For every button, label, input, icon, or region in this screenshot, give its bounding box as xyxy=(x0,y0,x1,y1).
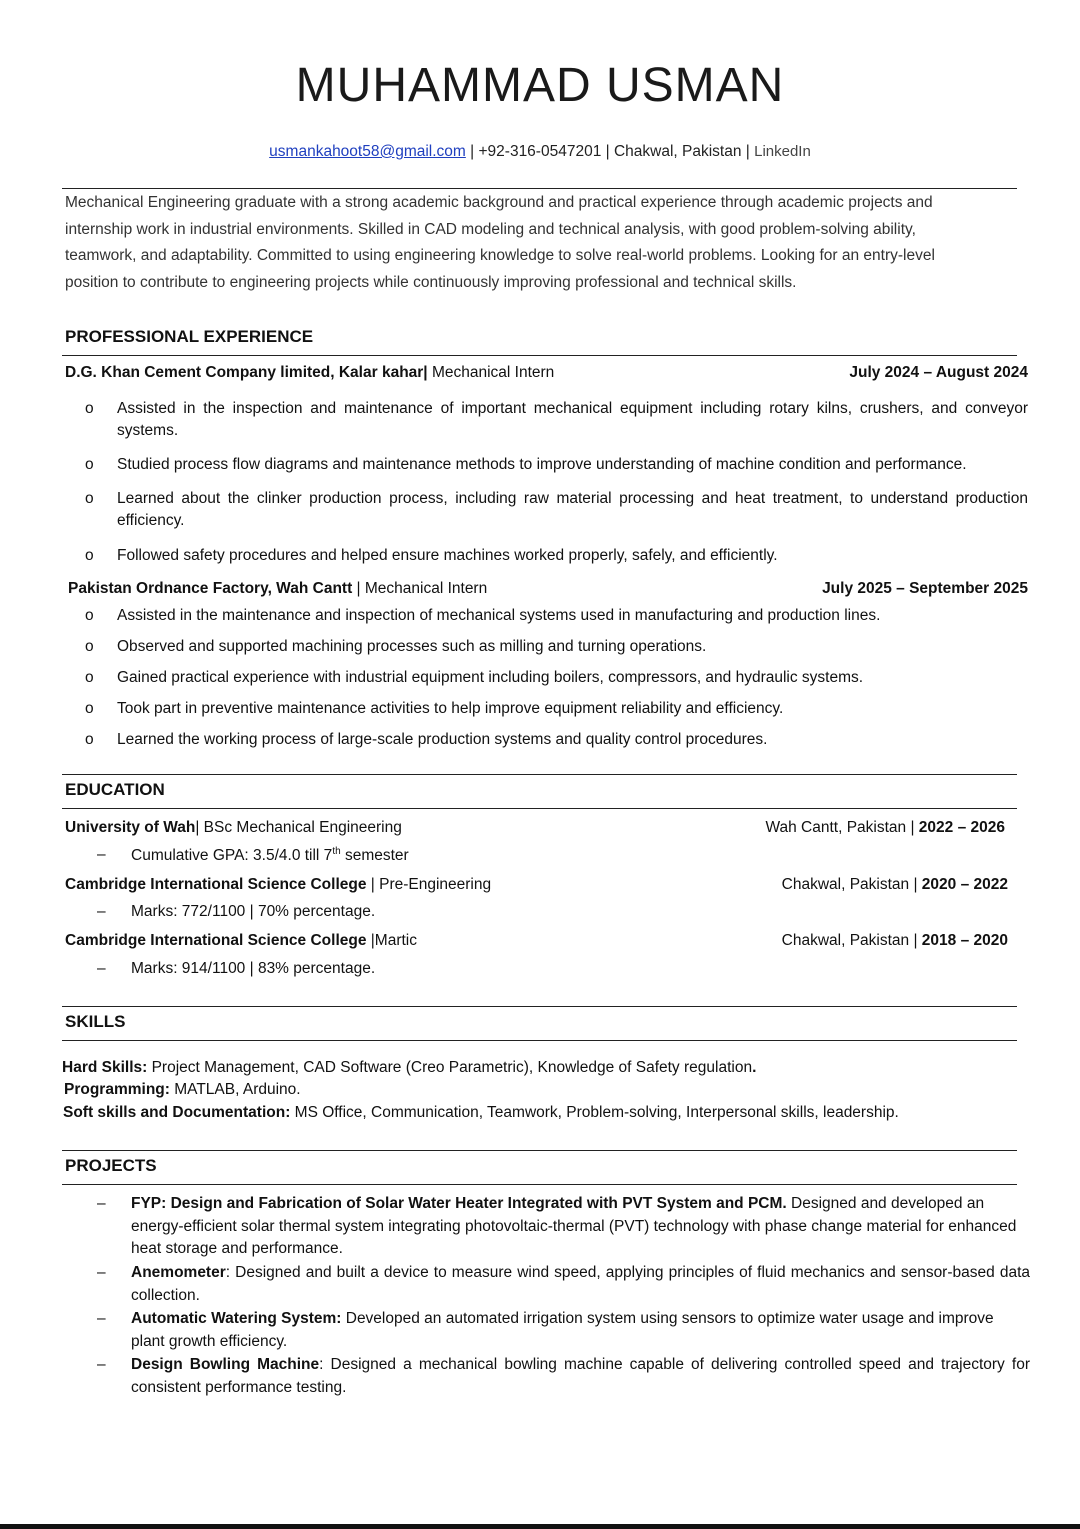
linkedin-link[interactable]: LinkedIn xyxy=(754,143,811,160)
bullet-marker: o xyxy=(85,400,94,417)
experience-heading: PROFESSIONAL EXPERIENCE xyxy=(65,327,314,346)
project-name: FYP: Design and Fabrication of Solar Water Heater Integrated with PVT System and PCM. xyxy=(131,1195,787,1212)
divider xyxy=(62,188,1017,189)
education-entry: Cambridge International Science College | Pre-Engineering Chakwal, Pakistan | 2020 – 2022 xyxy=(65,876,1008,893)
project-name: Design Bowling Machine xyxy=(131,1356,320,1373)
skills-heading: SKILLS xyxy=(65,1012,126,1031)
bullet-marker: o xyxy=(85,700,94,717)
edu-years: 2020 – 2022 xyxy=(921,876,1008,893)
school: Cambridge International Science College xyxy=(65,932,367,949)
edu-years: 2022 – 2026 xyxy=(918,819,1005,836)
dash-marker: – xyxy=(97,1195,106,1212)
education-entry: Cambridge International Science College |Martic Chakwal, Pakistan | 2018 – 2020 xyxy=(65,932,1008,949)
page-bottom-border xyxy=(0,1524,1080,1529)
divider xyxy=(62,1150,1017,1151)
bullet-marker: o xyxy=(85,456,94,473)
bullet-marker: o xyxy=(85,638,94,655)
bullet-marker: o xyxy=(85,547,94,564)
job-role: | Mechanical Intern xyxy=(352,580,488,597)
job-role: Mechanical Intern xyxy=(427,364,555,381)
education-entry: University of Wah| BSc Mechanical Engineering Wah Cantt, Pakistan | 2022 – 2026 xyxy=(65,819,1005,836)
soft-skills: Soft skills and Documentation: MS Office, Communication, Teamwork, Problem-solving, Interpersonal skills, leadership. xyxy=(63,1104,899,1121)
school: Cambridge International Science College xyxy=(65,876,367,893)
candidate-name: MUHAMMAD USMAN xyxy=(295,59,785,112)
divider xyxy=(62,1006,1017,1007)
bullet-marker: o xyxy=(85,607,94,624)
programming-skills: Programming: MATLAB, Arduino. xyxy=(64,1081,301,1098)
divider xyxy=(62,1040,1017,1041)
dash-marker: – xyxy=(97,1310,106,1327)
bullet-marker: o xyxy=(85,731,94,748)
contact-line xyxy=(0,143,1080,161)
dash-marker: – xyxy=(97,1356,106,1373)
project-name: Automatic Watering System: xyxy=(131,1310,342,1327)
project-name: Anemometer xyxy=(131,1264,226,1281)
company: Pakistan Ordnance Factory, Wah Cantt xyxy=(68,580,353,597)
divider xyxy=(62,1184,1017,1185)
job-header xyxy=(68,580,1028,598)
projects-heading: PROJECTS xyxy=(65,1156,157,1175)
hard-skills: Hard Skills: Project Management, CAD Software (Creo Parametric), Knowledge of Safety regulation. xyxy=(62,1059,757,1076)
email-link[interactable]: usmankahoot58@gmail.com xyxy=(269,143,466,160)
divider xyxy=(62,774,1017,775)
phone-location: | +92-316-0547201 | Chakwal, Pakistan | xyxy=(470,143,750,160)
bullet-marker: o xyxy=(85,669,94,686)
job-header xyxy=(65,364,1028,382)
edu-years: 2018 – 2020 xyxy=(921,932,1008,949)
summary: Mechanical Engineering graduate with a strong academic background and practical experience through academic projects and internship work in industrial environments. Skilled in CAD modeling and technical analysis, with good problem-solving ability, teamwork, and adaptability. Committed to using engineering knowledge to solve real-world problems. Looking for an entry-level position to contribute to engineering projects while continuously improving professional and technical skills. xyxy=(65,194,935,291)
dash-marker: – xyxy=(97,960,106,977)
divider xyxy=(62,355,1017,356)
dash-marker: – xyxy=(97,846,106,863)
education-heading: EDUCATION xyxy=(65,780,165,799)
dash-marker: – xyxy=(97,1264,106,1281)
school: University of Wah xyxy=(65,819,196,836)
divider xyxy=(62,808,1017,809)
job-dates: July 2025 – September 2025 xyxy=(822,580,1028,597)
bullet-marker: o xyxy=(85,490,94,507)
company: D.G. Khan Cement Company limited, Kalar kahar| xyxy=(65,364,428,381)
dash-marker: – xyxy=(97,903,106,920)
job-dates: July 2024 – August 2024 xyxy=(849,364,1028,381)
